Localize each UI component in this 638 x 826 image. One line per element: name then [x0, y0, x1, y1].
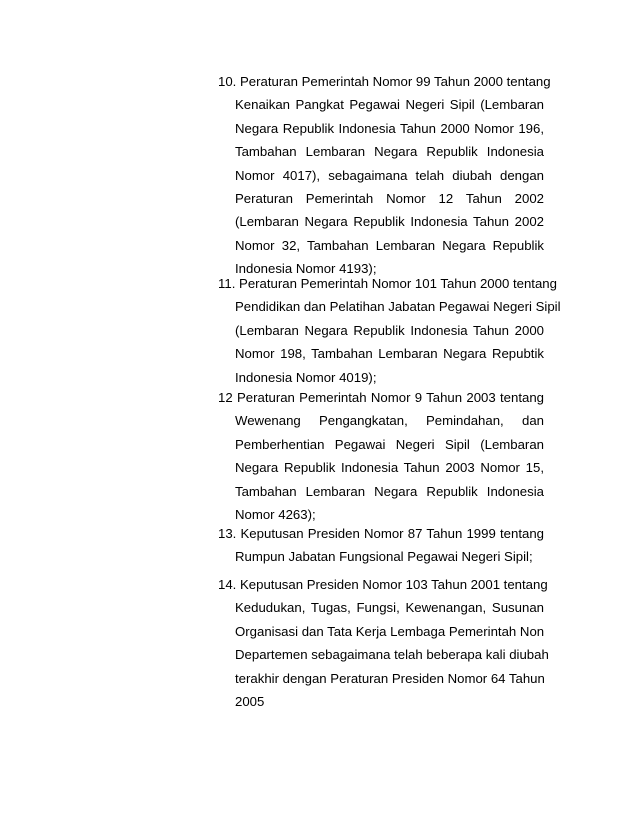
text-line: Negara Republik Indonesia Tahun 2003 Nomor 15, — [235, 460, 544, 476]
text-line: 14. Keputusan Presiden Nomor 103 Tahun 2001 tentang — [218, 577, 548, 592]
list-item-10 — [218, 70, 551, 281]
text-line: Nomor 4017), sebagaimana telah diubah dengan — [235, 167, 544, 183]
text-line: Nomor 198, Tambahan Lembaran Negara Repubtik — [235, 346, 544, 362]
text-line: Organisasi dan Tata Kerja Lembaga Pemerintah Non — [235, 623, 545, 639]
text-line: Tambahan Lembaran Negara Republik Indonesia — [235, 483, 544, 499]
text-line: Tambahan Lembaran Negara Republik Indonesia — [235, 144, 544, 160]
text-line: 13. Keputusan Presiden Nomor 87 Tahun 1999 tentang — [218, 526, 544, 541]
text-line: 10. Peraturan Pemerintah Nomor 99 Tahun 2000 tentang — [218, 74, 551, 89]
text-line: (Lembaran Negara Republik Indonesia Tahun 2000 — [235, 322, 544, 338]
text-line: Indonesia Nomor 4193); — [235, 261, 377, 277]
text-line: Nomor 4263); — [235, 506, 316, 522]
text-line: Kenaikan Pangkat Pegawai Negeri Sipil (Lembaran — [235, 97, 544, 113]
list-item-13 — [218, 522, 544, 569]
text-line: Indonesia Nomor 4019); — [235, 369, 377, 385]
list-item-11 — [218, 272, 561, 389]
text-line: Pemberhentian Pegawai Negeri Sipil (Lembaran — [235, 436, 544, 452]
text-line: (Lembaran Negara Republik Indonesia Tahun 2002 — [235, 214, 544, 230]
text-line: 12 Peraturan Pemerintah Nomor 9 Tahun 2003 tentang — [218, 390, 544, 405]
text-line: Rumpun Jabatan Fungsional Pegawai Negeri Sipil; — [235, 549, 533, 565]
text-line: Pendidikan dan Pelatihan Jabatan Pegawai Negeri Sipil — [235, 299, 561, 315]
list-item-12 — [218, 386, 544, 526]
text-line: 2005 — [235, 693, 265, 709]
text-line: Negara Republik Indonesia Tahun 2000 Nomor 196, — [235, 120, 544, 136]
text-line: Nomor 32, Tambahan Lembaran Negara Republik — [235, 237, 544, 253]
list-item-14 — [218, 573, 549, 713]
text-line: Peraturan Pemerintah Nomor 12 Tahun 2002 — [235, 190, 544, 206]
text-line: Departemen sebagaimana telah beberapa kali diubah — [235, 647, 549, 663]
text-line: 11. Peraturan Pemerintah Nomor 101 Tahun 2000 tentang — [218, 276, 557, 291]
text-line: Wewenang Pengangkatan, Pemindahan, dan — [235, 413, 544, 429]
text-line: Kedudukan, Tugas, Fungsi, Kewenangan, Susunan — [235, 600, 544, 616]
text-line: terakhir dengan Peraturan Presiden Nomor 64 Tahun — [235, 670, 545, 686]
